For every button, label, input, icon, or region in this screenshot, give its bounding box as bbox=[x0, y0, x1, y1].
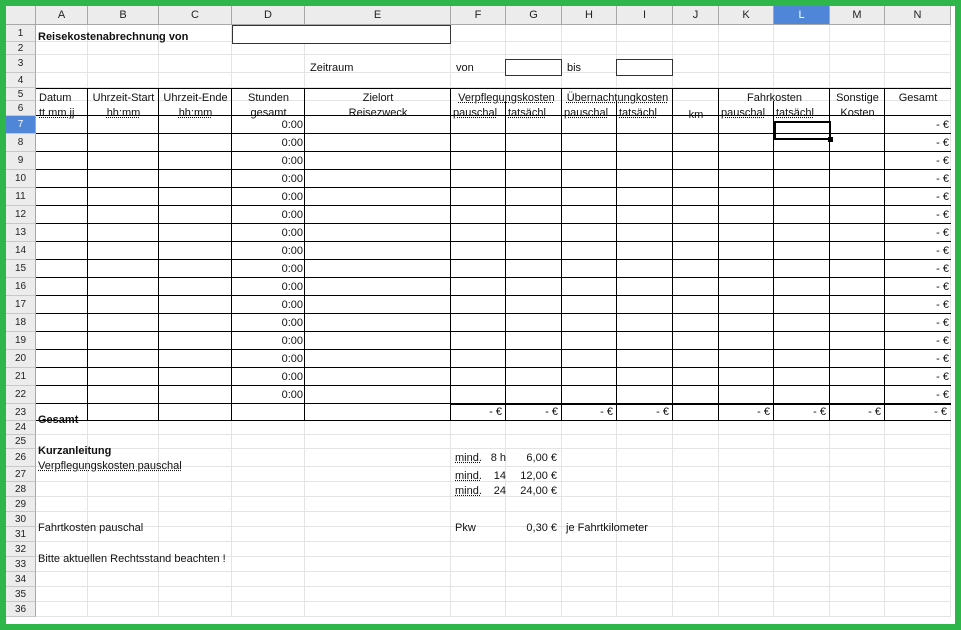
column-header-j[interactable]: J bbox=[673, 6, 719, 25]
row-header-3[interactable]: 3 bbox=[6, 55, 36, 73]
row-header-11[interactable]: 11 bbox=[6, 188, 36, 206]
table-border-row bbox=[36, 349, 951, 350]
row-header-19[interactable]: 19 bbox=[6, 332, 36, 350]
header-verpflegung-pauschal: pauschal bbox=[453, 107, 498, 119]
gridline-row bbox=[36, 511, 951, 512]
stunden-gesamt-value: 0:00 bbox=[281, 209, 303, 221]
gridline-row bbox=[36, 541, 951, 542]
header-uhrzeit-start-format: hh:mm bbox=[106, 107, 141, 119]
von-label: von bbox=[456, 62, 474, 74]
table-border-col bbox=[672, 88, 673, 421]
gesamt-value: - € bbox=[936, 335, 949, 347]
row-header-21[interactable]: 21 bbox=[6, 368, 36, 386]
stunden-gesamt-value: 0:00 bbox=[281, 119, 303, 131]
rate-cond: mind. bbox=[455, 485, 482, 497]
row-header-29[interactable]: 29 bbox=[6, 497, 36, 512]
column-header-g[interactable]: G bbox=[506, 6, 562, 25]
header-datum: Datum bbox=[39, 92, 72, 104]
row-header-27[interactable]: 27 bbox=[6, 467, 36, 482]
stunden-gesamt-value: 0:00 bbox=[281, 299, 303, 311]
table-border-row bbox=[36, 331, 951, 332]
total-value: - € bbox=[600, 406, 613, 418]
zeitraum-label: Zeitraum bbox=[310, 62, 354, 74]
table-border-bottom bbox=[36, 420, 951, 421]
name-input-cell[interactable] bbox=[232, 25, 451, 44]
table-border-col bbox=[450, 88, 451, 421]
table-border-top bbox=[36, 88, 951, 89]
column-header-h[interactable]: H bbox=[562, 6, 617, 25]
gesamt-value: - € bbox=[936, 245, 949, 257]
column-header-b[interactable]: B bbox=[88, 6, 159, 25]
stunden-gesamt-value: 0:00 bbox=[281, 227, 303, 239]
gridline-row bbox=[36, 448, 951, 449]
column-header-l[interactable]: L bbox=[774, 6, 830, 25]
header-verpflegungskosten: Verpflegungskosten bbox=[458, 92, 555, 104]
stunden-gesamt-value: 0:00 bbox=[281, 245, 303, 257]
column-header-i[interactable]: I bbox=[617, 6, 673, 25]
header-stunden-gesamt: gesamt bbox=[250, 107, 287, 119]
column-header-a[interactable]: A bbox=[36, 6, 88, 25]
header-zielort: Zielort bbox=[362, 92, 394, 104]
header-stunden: Stunden bbox=[248, 92, 289, 104]
header-uhrzeit-ende-format: hh:mm bbox=[178, 107, 213, 119]
table-border-row bbox=[36, 385, 951, 386]
row-header-2[interactable]: 2 bbox=[6, 42, 36, 55]
gesamt-value: - € bbox=[936, 209, 949, 221]
row-header-12[interactable]: 12 bbox=[6, 206, 36, 224]
header-fahrkosten-pauschal: pauschal bbox=[721, 107, 766, 119]
stunden-gesamt-value: 0:00 bbox=[281, 389, 303, 401]
row-header-15[interactable]: 15 bbox=[6, 260, 36, 278]
header-fahrkosten-tatsaechl: tatsächl bbox=[776, 107, 814, 119]
row-header-9[interactable]: 9 bbox=[6, 152, 36, 170]
stunden-gesamt-value: 0:00 bbox=[281, 317, 303, 329]
row-header-18[interactable]: 18 bbox=[6, 314, 36, 332]
header-uebernachtungkosten: Übernachtungkosten bbox=[566, 92, 669, 104]
sheet-title: Reisekostenabrechnung von bbox=[38, 31, 189, 43]
stunden-gesamt-value: 0:00 bbox=[281, 371, 303, 383]
rate-hours: 8 h bbox=[490, 452, 506, 464]
header-uebernachtung-tatsaechl: tatsächl bbox=[619, 107, 657, 119]
row-header-1[interactable]: 1 bbox=[6, 25, 36, 42]
gesamt-value: - € bbox=[936, 317, 949, 329]
total-value: - € bbox=[813, 406, 826, 418]
table-border-row bbox=[36, 259, 951, 260]
table-border-subcol bbox=[616, 101, 617, 421]
header-uhrzeit-start: Uhrzeit-Start bbox=[92, 92, 155, 104]
bis-input-cell[interactable] bbox=[616, 59, 673, 76]
rechtsstand-note: Bitte aktuellen Rechtsstand beachten ! bbox=[38, 553, 226, 565]
kurzanleitung-title: Kurzanleitung bbox=[38, 445, 112, 457]
gesamt-value: - € bbox=[936, 389, 949, 401]
header-uhrzeit-ende: Uhrzeit-Ende bbox=[163, 92, 228, 104]
table-border-row bbox=[36, 223, 951, 224]
table-border-row bbox=[36, 295, 951, 296]
rate-cond: mind. bbox=[455, 470, 482, 482]
active-cell-L7[interactable] bbox=[774, 121, 831, 140]
table-border-row bbox=[36, 241, 951, 242]
total-value: - € bbox=[868, 406, 881, 418]
table-border-row bbox=[36, 313, 951, 314]
header-fahrkosten: Fahrkosten bbox=[746, 92, 803, 104]
stunden-gesamt-value: 0:00 bbox=[281, 191, 303, 203]
table-border-col bbox=[718, 88, 719, 421]
gesamt-value: - € bbox=[936, 263, 949, 275]
stunden-gesamt-value: 0:00 bbox=[281, 281, 303, 293]
row-header-24[interactable]: 24 bbox=[6, 421, 36, 435]
row-header-17[interactable]: 17 bbox=[6, 296, 36, 314]
table-border-col bbox=[304, 88, 305, 421]
gesamt-value: - € bbox=[936, 119, 949, 131]
row-header-32[interactable]: 32 bbox=[6, 542, 36, 557]
total-value: - € bbox=[489, 406, 502, 418]
row-header-28[interactable]: 28 bbox=[6, 482, 36, 497]
stunden-gesamt-value: 0:00 bbox=[281, 137, 303, 149]
gridline-row bbox=[36, 586, 951, 587]
row-header-34[interactable]: 34 bbox=[6, 572, 36, 587]
header-uebernachtung-pauschal: pauschal bbox=[564, 107, 609, 119]
fahrtkosten-pauschal-label: Fahrtkosten pauschal bbox=[38, 522, 144, 534]
column-header-n[interactable]: N bbox=[885, 6, 951, 25]
row-header-20[interactable]: 20 bbox=[6, 350, 36, 368]
row-header-14[interactable]: 14 bbox=[6, 242, 36, 260]
row-header-6[interactable]: 6 bbox=[6, 101, 36, 116]
header-gesamt: Gesamt bbox=[898, 92, 938, 104]
spreadsheet[interactable] bbox=[6, 6, 955, 624]
row-header-10[interactable]: 10 bbox=[6, 170, 36, 188]
gridline-row bbox=[36, 616, 951, 617]
gesamt-value: - € bbox=[936, 155, 949, 167]
gridline-row bbox=[36, 434, 951, 435]
bis-label: bis bbox=[567, 62, 582, 74]
row-header-13[interactable]: 13 bbox=[6, 224, 36, 242]
row-header-23[interactable]: 23 bbox=[6, 404, 36, 421]
gridline-row bbox=[36, 72, 951, 73]
rate-cond: mind. bbox=[455, 452, 482, 464]
column-header-e[interactable]: E bbox=[305, 6, 451, 25]
gridline-col bbox=[950, 25, 951, 617]
table-border-col bbox=[158, 88, 159, 421]
header-sonstige-kosten: Kosten bbox=[840, 107, 875, 119]
column-header-f[interactable]: F bbox=[451, 6, 506, 25]
stunden-gesamt-value: 0:00 bbox=[281, 173, 303, 185]
header-datum-format: tt.mm.jj bbox=[39, 107, 75, 119]
gesamt-value: - € bbox=[936, 281, 949, 293]
column-header-k[interactable]: K bbox=[719, 6, 774, 25]
von-input-cell[interactable] bbox=[505, 59, 562, 76]
table-border-col bbox=[561, 88, 562, 421]
stunden-gesamt-value: 0:00 bbox=[281, 263, 303, 275]
total-value: - € bbox=[934, 406, 947, 418]
gesamt-value: - € bbox=[936, 191, 949, 203]
column-header-c[interactable]: C bbox=[159, 6, 232, 25]
pkw-label: Pkw bbox=[455, 522, 476, 534]
row-header-33[interactable]: 33 bbox=[6, 557, 36, 572]
gesamt-value: - € bbox=[936, 173, 949, 185]
total-value: - € bbox=[656, 406, 669, 418]
table-border-row bbox=[36, 367, 951, 368]
row-header-5[interactable]: 5 bbox=[6, 88, 36, 101]
pkw-rate: 0,30 € bbox=[526, 522, 557, 534]
row-header-31[interactable]: 31 bbox=[6, 527, 36, 542]
row-header-35[interactable]: 35 bbox=[6, 587, 36, 602]
stunden-gesamt-value: 0:00 bbox=[281, 335, 303, 347]
row-header-36[interactable]: 36 bbox=[6, 602, 36, 617]
header-reisezweck: Reisezweck bbox=[348, 107, 408, 119]
table-border-row bbox=[36, 151, 951, 152]
table-border-row bbox=[36, 277, 951, 278]
row-header-25[interactable]: 25 bbox=[6, 435, 36, 449]
row-header-26[interactable]: 26 bbox=[6, 449, 36, 467]
gridline-row bbox=[36, 526, 951, 527]
table-border-row bbox=[36, 205, 951, 206]
row-header-7[interactable]: 7 bbox=[6, 116, 36, 134]
stunden-gesamt-value: 0:00 bbox=[281, 353, 303, 365]
table-border-subcol bbox=[773, 101, 774, 421]
rate-hours: 14 bbox=[493, 470, 506, 482]
row-header-16[interactable]: 16 bbox=[6, 278, 36, 296]
total-value: - € bbox=[545, 406, 558, 418]
stunden-gesamt-value: 0:00 bbox=[281, 155, 303, 167]
table-border-row bbox=[36, 169, 951, 170]
verpflegung-pauschal-label: Verpflegungskosten pauschal bbox=[38, 460, 182, 472]
rate-amount: 24,00 € bbox=[520, 485, 557, 497]
column-header-m[interactable]: M bbox=[830, 6, 885, 25]
gridline-row bbox=[36, 601, 951, 602]
table-border-row bbox=[36, 187, 951, 188]
row-header-30[interactable]: 30 bbox=[6, 512, 36, 527]
total-value: - € bbox=[757, 406, 770, 418]
gesamt-value: - € bbox=[936, 371, 949, 383]
row-header-4[interactable]: 4 bbox=[6, 73, 36, 88]
row-header-22[interactable]: 22 bbox=[6, 386, 36, 404]
gridline-row bbox=[36, 571, 951, 572]
rate-amount: 6,00 € bbox=[526, 452, 557, 464]
gesamt-value: - € bbox=[936, 227, 949, 239]
column-header-d[interactable]: D bbox=[232, 6, 305, 25]
header-sonstige: Sonstige bbox=[836, 92, 879, 104]
table-border-col bbox=[87, 88, 88, 421]
table-border-subcol bbox=[505, 101, 506, 421]
select-all-corner[interactable] bbox=[6, 6, 36, 25]
gesamt-value: - € bbox=[936, 299, 949, 311]
gesamt-row-label: Gesamt bbox=[38, 414, 79, 426]
row-header-8[interactable]: 8 bbox=[6, 134, 36, 152]
fill-handle[interactable] bbox=[828, 137, 833, 142]
gridline-row bbox=[36, 54, 951, 55]
rate-hours: 24 bbox=[493, 485, 506, 497]
pkw-unit: je Fahrtkilometer bbox=[566, 522, 648, 534]
rate-amount: 12,00 € bbox=[520, 470, 557, 482]
header-verpflegung-tatsaechl: tatsächl bbox=[508, 107, 546, 119]
gesamt-value: - € bbox=[936, 353, 949, 365]
header-km: km bbox=[688, 109, 704, 121]
gesamt-value: - € bbox=[936, 137, 949, 149]
